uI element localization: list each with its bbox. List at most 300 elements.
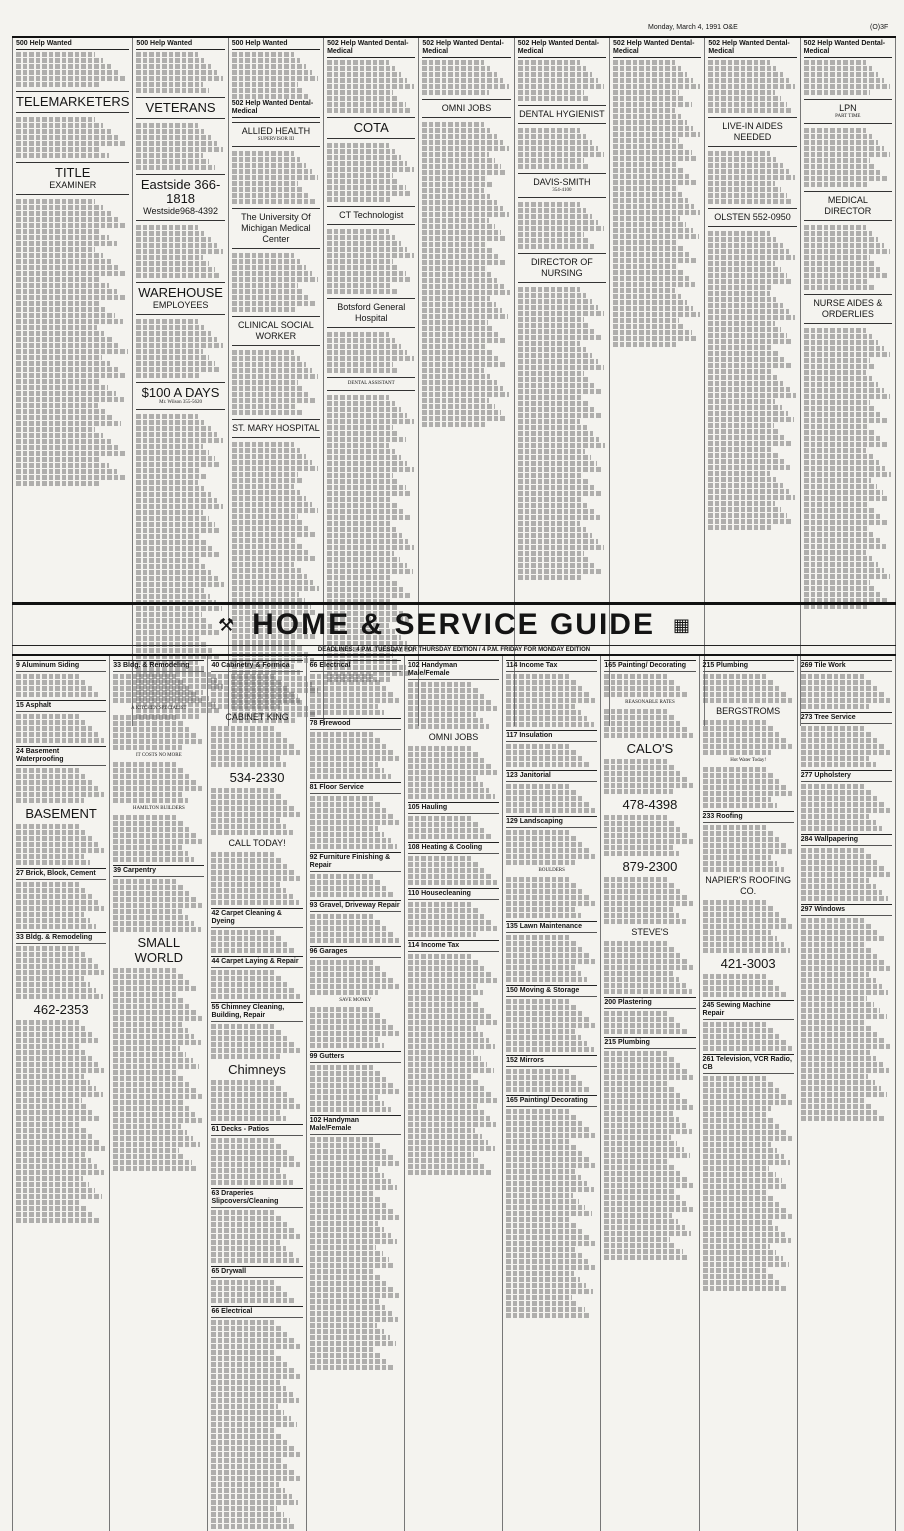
display-ad: [136, 382, 224, 410]
ad-text-block: [804, 146, 884, 151]
ad-text-block: [232, 295, 311, 300]
ad-text-block: [708, 285, 772, 290]
ad-text-block: [136, 255, 202, 260]
ad-text-block: [703, 674, 767, 679]
ad-text-block: [801, 680, 871, 685]
ad-text-block: [211, 1326, 281, 1331]
ad-text-block: [613, 312, 700, 317]
ad-text-block: [518, 527, 586, 532]
ad-text-block: [703, 837, 780, 842]
ad-text-block: [211, 1518, 289, 1523]
ad-text-block: [422, 368, 484, 373]
ad-text-block: [232, 82, 298, 87]
ad-text-block: [113, 1112, 195, 1117]
ad-text-block: [310, 692, 393, 697]
ad-text-block: [310, 1007, 374, 1012]
ad-text-block: [327, 539, 408, 544]
display-ad: [518, 253, 606, 283]
ad-text-block: [310, 686, 387, 691]
ad-text-block: [708, 483, 782, 488]
ad-text-block: [310, 1137, 374, 1142]
ad-text-block: [801, 1038, 885, 1043]
ad-text-block: [113, 1028, 188, 1033]
ad-text-block: [408, 1026, 476, 1031]
ad-text-block: [708, 429, 780, 434]
ad-text-block: [708, 507, 780, 512]
ad-text-block: [703, 1280, 781, 1285]
ad-text-block: [310, 1293, 400, 1298]
ad-text-block: [506, 1109, 570, 1114]
ad-text-block: [804, 243, 884, 248]
service-ad: [604, 741, 695, 756]
ad-text-block: [310, 1251, 383, 1256]
ad-text-block: [506, 836, 576, 841]
ad-text-block: [422, 152, 488, 157]
ad-text-block: [408, 782, 483, 787]
ad-subheadline: Botsford General Hospital: [337, 302, 406, 323]
ad-text-block: [801, 1092, 888, 1097]
ad-text-block: [604, 941, 668, 946]
ad-text-block: [703, 797, 771, 802]
ad-text-block: [232, 460, 312, 465]
ad-text-block: [136, 564, 205, 569]
ad-text-block: [136, 331, 210, 336]
ad-text-block: [211, 1080, 275, 1085]
ad-text-block: [16, 894, 92, 899]
ad-text-block: [327, 84, 414, 89]
ad-text-block: [804, 267, 883, 272]
ad-text-block: [703, 861, 778, 866]
ad-text-block: [604, 1219, 678, 1224]
ad-text-block: [518, 238, 590, 243]
ad-text-block: [518, 305, 598, 310]
ad-text-block: [136, 432, 216, 437]
ad-text-block: [16, 1134, 93, 1139]
ad-text-block: [703, 900, 767, 905]
ad-text-block: [310, 1083, 393, 1088]
ad-text-block: [113, 992, 177, 997]
ad-text-block: [422, 362, 504, 367]
ad-text-block: [136, 165, 215, 170]
column-heading: 500 Help Wanted: [232, 40, 320, 50]
ad-text-block: [703, 1136, 792, 1141]
ad-text-block: [422, 422, 486, 427]
ad-text-block: [211, 1054, 279, 1059]
ad-text-block: [113, 1070, 178, 1075]
ad-text-block: [211, 1210, 275, 1215]
ad-text-block: [604, 1255, 689, 1260]
ad-text-block: [801, 960, 884, 965]
ad-text-block: [136, 468, 200, 473]
ad-text-block: [518, 78, 598, 83]
ad-text-block: [518, 317, 584, 322]
ad-text-block: [518, 371, 584, 376]
ad-text-block: [211, 726, 275, 731]
ad-text-block: [703, 767, 767, 772]
ad-text-block: [136, 552, 219, 557]
ad-text-block: [408, 1134, 482, 1139]
ad-text-block: [703, 720, 767, 725]
ad-text-block: [16, 349, 128, 354]
ad-text-block: [310, 1209, 393, 1214]
ad-text-block: [422, 254, 499, 259]
category-heading: 165 Painting/ Decorating: [506, 1095, 597, 1107]
ad-text-block: [211, 818, 279, 823]
ad-text-block: [408, 1122, 496, 1127]
ad-text-block: [16, 70, 119, 75]
ad-text-block: [613, 66, 681, 71]
ad-text-block: [113, 1064, 199, 1069]
ad-text-block: [211, 1110, 279, 1115]
ad-text-block: [232, 490, 300, 495]
ad-text-block: [211, 1392, 292, 1397]
category-heading: 81 Floor Service: [310, 782, 401, 794]
ad-text-block: [708, 297, 776, 302]
ad-text-block: [136, 273, 221, 278]
ad-text-block: [327, 185, 406, 190]
ad-text-block: [804, 580, 870, 585]
ad-text-block: [804, 556, 872, 561]
ad-text-block: [604, 686, 681, 691]
ad-text-block: [506, 959, 595, 964]
ad-text-block: [703, 698, 792, 703]
ad-text-block: [310, 960, 374, 965]
ad-text-block: [113, 1076, 184, 1081]
ad-text-block: [310, 1287, 394, 1292]
ad-text-block: [804, 285, 875, 290]
ad-text-block: [613, 162, 677, 167]
ad-text-block: [604, 1159, 669, 1164]
page-number: (O)3F: [870, 24, 889, 31]
ad-text-block: [232, 484, 294, 489]
ad-text-block: [408, 1002, 478, 1007]
ad-text-block: [708, 327, 780, 332]
guide-column: [601, 656, 699, 1531]
ad-text-block: [801, 884, 876, 889]
guide-column: [110, 656, 208, 1531]
ad-text-block: [408, 706, 497, 711]
ad-text-block: [113, 974, 183, 979]
ad-text-block: [422, 404, 494, 409]
ad-text-block: [16, 277, 101, 282]
ad-text-block: [113, 745, 181, 750]
ad-text-block: [613, 138, 679, 143]
ad-text-block: [518, 60, 580, 65]
ad-text-block: [16, 1038, 98, 1043]
display-ad: [232, 208, 320, 249]
ad-text-block: [613, 264, 677, 269]
ad-text-block: [113, 827, 190, 832]
ad-text-block: [613, 240, 678, 245]
ad-text-block: [703, 855, 771, 860]
ad-text-block: [506, 895, 589, 900]
ad-text-block: [506, 1121, 583, 1126]
ad-text-block: [327, 461, 407, 466]
ad-text-block: [613, 156, 698, 161]
category-heading: 55 Chimney Cleaning, Building, Repair: [211, 1002, 302, 1022]
ad-text-block: [801, 1056, 877, 1061]
ad-text-block: [604, 919, 685, 924]
ad-text-block: [327, 527, 396, 532]
ad-text-block: [16, 1140, 99, 1145]
service-ad: [604, 797, 695, 812]
ad-text-block: [613, 120, 687, 125]
ad-text-block: [136, 588, 203, 593]
ad-text-block: [113, 998, 183, 1003]
ad-text-block: [310, 1233, 391, 1238]
ad-text-block: [408, 828, 485, 833]
ad-text-block: [804, 472, 891, 477]
ad-text-block: [211, 1368, 294, 1373]
ad-text-block: [113, 821, 183, 826]
ad-text-block: [703, 980, 773, 985]
ad-text-block: [613, 78, 693, 83]
ad-text-block: [801, 726, 865, 731]
ad-text-block: [506, 1047, 594, 1052]
ad-text-block: [408, 1068, 494, 1073]
ad-text-block: [232, 472, 298, 477]
ad-text-block: [113, 1136, 193, 1141]
category-heading: 61 Decks - Patios: [211, 1124, 302, 1136]
ad-text-block: [518, 158, 584, 163]
ad-text-block: [310, 966, 380, 971]
ad-text-block: [408, 1158, 480, 1163]
ad-text-block: [804, 550, 866, 555]
ad-text-block: [804, 66, 872, 71]
ad-text-block: [327, 149, 395, 154]
ad-text-block: [703, 1244, 771, 1249]
ad-text-block: [113, 857, 194, 862]
ad-text-block: [613, 294, 681, 299]
ad-text-block: [506, 1307, 584, 1312]
ad-text-block: [801, 1068, 889, 1073]
ad-text-block: [113, 1094, 203, 1099]
ad-text-block: [801, 1014, 887, 1019]
ad-text-block: [506, 680, 576, 685]
ad-text-block: [327, 545, 414, 550]
ad-text-block: [408, 1044, 496, 1049]
ad-text-block: [136, 361, 215, 366]
ad-text-block: [703, 773, 773, 778]
ad-text-block: [518, 140, 592, 145]
ad-text-block: [16, 141, 127, 146]
ad-text-block: [708, 72, 782, 77]
ad-text-block: [801, 1020, 866, 1025]
ad-text-block: [113, 921, 194, 926]
category-heading: 269 Tile Work: [801, 660, 892, 672]
ad-text-block: [16, 135, 119, 140]
ad-text-block: [232, 404, 296, 409]
ad-text-block: [232, 502, 312, 507]
ad-text-block: [422, 122, 484, 127]
ad-text-block: [327, 362, 393, 367]
ad-text-block: [16, 241, 117, 246]
ad-text-block: [518, 491, 602, 496]
ad-text-block: [16, 325, 97, 330]
ad-text-block: [506, 692, 589, 697]
ad-text-block: [211, 1320, 275, 1325]
ad-text-block: [518, 146, 598, 151]
service-ad: [113, 935, 204, 965]
ad-text-block: [232, 277, 319, 282]
guide-column: [503, 656, 601, 1531]
ad-text-block: [16, 976, 84, 981]
service-ad: [211, 712, 302, 723]
ad-text-block: [113, 915, 188, 920]
ad-text-block: [613, 324, 685, 329]
ad-text-block: [408, 868, 485, 873]
ad-text-block: [408, 856, 472, 861]
ad-text-block: [113, 1148, 179, 1153]
ad-text-block: [604, 851, 679, 856]
ad-text-block: [136, 82, 202, 87]
ad-text-block: [703, 924, 792, 929]
ad-text-block: [327, 581, 399, 586]
ad-text-block: [518, 365, 605, 370]
ad-text-block: [16, 882, 79, 887]
ad-text-block: [518, 96, 590, 101]
display-ad: [708, 117, 796, 147]
ad-text-block: [211, 1494, 291, 1499]
ad-text-block: [136, 147, 223, 152]
ad-text-block: [422, 218, 488, 223]
ad-text-block: [518, 479, 590, 484]
ad-text-block: [408, 914, 485, 919]
ad-text-block: [327, 167, 414, 172]
ad-text-block: [518, 299, 592, 304]
ad-text-block: [211, 692, 294, 697]
ad-text-block: [708, 303, 782, 308]
category-heading: 215 Plumbing: [703, 660, 794, 672]
ad-text-block: [506, 901, 595, 906]
ad-text-block: [16, 1104, 88, 1109]
ad-text-block: [310, 1037, 378, 1042]
ad-text-block: [211, 788, 275, 793]
ad-text-block: [16, 129, 111, 134]
ad-text-block: [422, 158, 494, 163]
ad-text-block: [136, 243, 216, 248]
ad-text-block: [604, 1063, 681, 1068]
ad-text-block: [16, 391, 116, 396]
ad-text-block: [708, 163, 782, 168]
ad-text-block: [518, 395, 582, 400]
ad-text-block: [310, 984, 399, 989]
ad-text-block: [327, 497, 391, 502]
ad-text-block: [801, 1104, 873, 1109]
ad-text-block: [703, 680, 773, 685]
ad-text-block: [327, 425, 393, 430]
ad-text-block: [422, 320, 487, 325]
category-heading: 42 Carpet Cleaning & Dyeing: [211, 908, 302, 928]
ad-text-block: [506, 1163, 595, 1168]
ad-text-block: [310, 1281, 388, 1286]
ad-text-block: [16, 147, 101, 152]
ad-text-block: [408, 960, 478, 965]
ad-text-block: [310, 1185, 398, 1190]
ad-text-block: [703, 791, 792, 796]
ad-text-block: [310, 750, 393, 755]
ad-text-block: [804, 376, 872, 381]
ad-text-block: [604, 1029, 687, 1034]
display-ad: [327, 117, 415, 139]
ad-text-block: [604, 692, 687, 697]
ad-text-block: [703, 912, 780, 917]
ad-text-block: [232, 454, 306, 459]
ad-text-block: [703, 831, 773, 836]
ad-text-block: [232, 526, 311, 531]
ad-text-block: [16, 123, 103, 128]
ad-text-block: [327, 449, 395, 454]
ad-text-block: [804, 532, 874, 537]
ad-text-block: [310, 826, 378, 831]
ad-text-block: [408, 770, 497, 775]
service-ad: [703, 706, 794, 717]
ad-text-block: [518, 467, 604, 472]
ad-text-block: [804, 400, 870, 405]
ad-text-block: [604, 1147, 683, 1152]
ad-text-block: [801, 1074, 869, 1079]
ad-text-block: [703, 906, 773, 911]
ad-text-block: [327, 271, 406, 276]
ad-text-block: [16, 397, 124, 402]
ad-text-block: [310, 1191, 374, 1196]
ad-text-block: [703, 1250, 777, 1255]
ad-text-block: [801, 808, 890, 813]
ad-text-block: [310, 1025, 393, 1030]
ad-text-block: [16, 1182, 89, 1187]
ad-text-block: [211, 698, 300, 703]
ad-text-block: [708, 315, 795, 320]
ad-text-block: [327, 455, 401, 460]
ad-text-block: [703, 986, 780, 991]
ad-text-block: [136, 462, 221, 467]
ad-text-block: [16, 247, 95, 252]
ad-text-block: [801, 984, 882, 989]
ad-text-block: [16, 379, 100, 384]
category-heading: 117 Insulation: [506, 730, 597, 742]
ad-text-block: [327, 485, 406, 490]
ad-text-block: [136, 498, 216, 503]
ad-text-block: [506, 1115, 576, 1120]
ad-text-block: [422, 356, 498, 361]
ad-text-block: [16, 836, 92, 841]
ad-text-block: [703, 1076, 767, 1081]
ad-text-block: [506, 1277, 580, 1282]
ad-text-block: [327, 229, 389, 234]
ad-text-block: [613, 336, 698, 341]
ad-text-block: [310, 1239, 398, 1244]
ad-text-block: [16, 1050, 85, 1055]
ad-text-block: [422, 398, 488, 403]
ad-text-block: [604, 959, 687, 964]
ad-text-block: [801, 848, 865, 853]
ad-text-block: [604, 715, 674, 720]
ad-text-block: [16, 211, 111, 216]
ad-text-block: [604, 1153, 690, 1158]
ad-text-block: [232, 187, 304, 192]
ad-text-block: [310, 738, 380, 743]
ad-text-block: [16, 1200, 81, 1205]
ad-text-block: [604, 1057, 674, 1062]
ad-text-block: [136, 267, 215, 272]
ad-text-block: [310, 926, 387, 931]
ad-text-block: [801, 1080, 875, 1085]
ad-text-block: [804, 182, 868, 187]
ad-text-block: [703, 1094, 786, 1099]
ad-text-block: [804, 496, 890, 501]
ad-text-block: [136, 420, 204, 425]
ad-text-block: [136, 153, 202, 158]
